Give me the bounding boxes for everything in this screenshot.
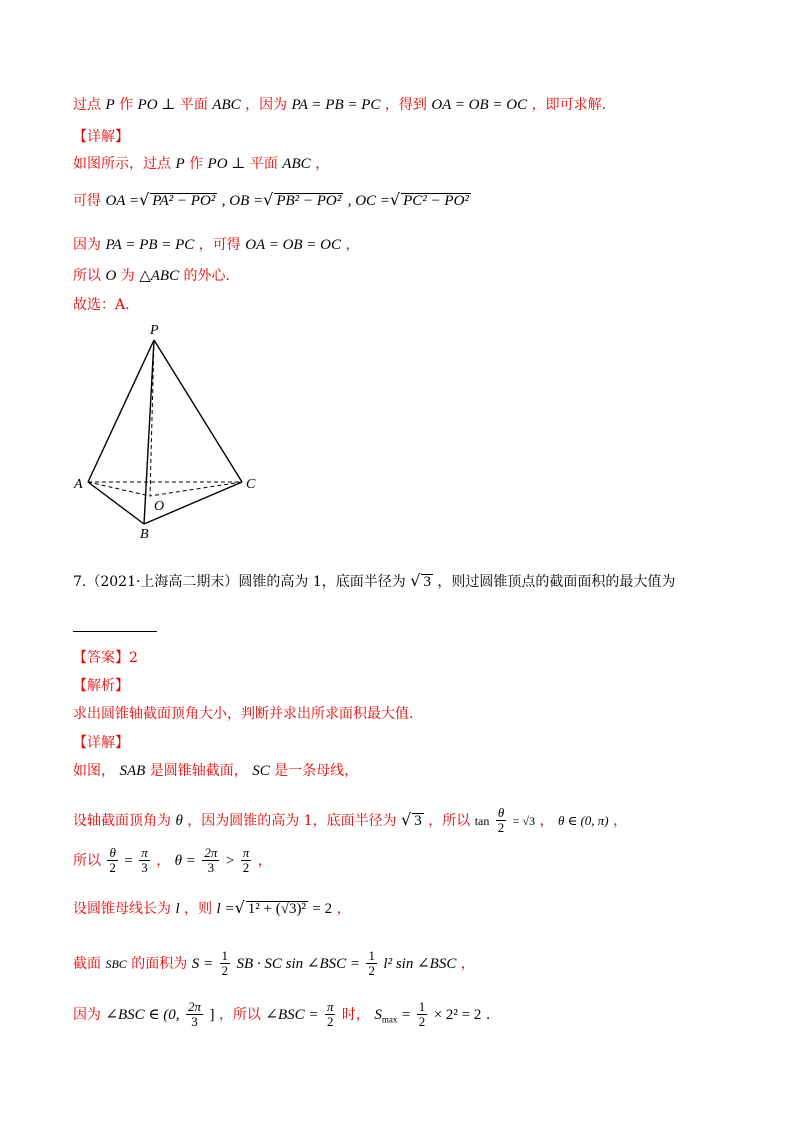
d4-a: 所以 — [73, 268, 101, 284]
e3-f1 — [107, 846, 117, 876]
e6-br: ] — [209, 1006, 215, 1023]
e5-h2 — [366, 949, 377, 979]
d2-oa-root: PA² − PO² — [152, 193, 216, 209]
d3-b: ，可得 — [198, 237, 241, 253]
q7-text2: ，则过圆锥顶点的截面面积的最大值为 — [437, 574, 676, 590]
detail-tag: 【详解】 — [73, 129, 129, 145]
label-p: P — [150, 323, 159, 338]
d4-tri: △ABC — [139, 268, 180, 284]
e6-f3 — [417, 1000, 428, 1030]
e3-f1d: 2 — [109, 860, 116, 876]
e2-d: ， — [539, 812, 554, 829]
e6-eq: = — [401, 1006, 411, 1023]
e3-gt: > — [225, 852, 235, 869]
edge-co-hidden — [150, 482, 242, 496]
sqrt-icon: √ — [410, 571, 421, 590]
e1-sab: SAB — [119, 763, 146, 779]
sqrt-icon: √ — [401, 809, 412, 829]
e5-a: 截面 — [73, 955, 101, 972]
eq-pa-pb-pc: PA = PB = PC — [291, 97, 381, 113]
d3-a: 因为 — [73, 237, 101, 253]
d1-po: PO ⊥ — [207, 156, 246, 172]
analysis-tag: 【解析】 — [73, 678, 129, 694]
e4-l: l — [175, 901, 180, 917]
e4-b: ，则 — [184, 901, 213, 917]
detail-line-2 — [73, 192, 471, 209]
answer-blank — [73, 631, 157, 632]
detail2-line-3 — [73, 846, 272, 876]
e3-a: 所以 — [73, 852, 101, 869]
e4-root: 1² + (√3)² — [247, 901, 306, 917]
d2-ob-root: PB² − PO² — [276, 193, 342, 209]
detail2-line-5 — [73, 949, 475, 979]
edge-pa — [88, 340, 154, 482]
e2-frac-den: 2 — [497, 820, 505, 836]
e2-a: 设轴截面顶角为 — [73, 812, 171, 829]
e5-h2d: 2 — [368, 963, 375, 979]
detail2-line-1 — [73, 764, 358, 779]
e3-comma: ， — [156, 852, 171, 869]
detail-line-5: 故选：A. — [73, 297, 130, 313]
e6-f3n: 1 — [418, 999, 426, 1014]
e3-f4 — [241, 846, 252, 876]
plane-abc: ABC — [212, 97, 241, 113]
d2-oc-root: PC² − PO² — [403, 193, 469, 209]
e1-b: 是圆锥轴截面， — [149, 763, 248, 779]
sqrt-icon: √ — [389, 190, 401, 209]
e3-f3n: 2π — [204, 845, 218, 860]
detail-line-1 — [73, 157, 329, 172]
detail-line-3 — [73, 238, 359, 253]
label-o: O — [154, 499, 165, 514]
e6-val: × 2² = 2 — [433, 1006, 482, 1023]
e4-c: ， — [336, 901, 351, 917]
d3-c: ， — [345, 237, 360, 253]
intro-text-2: 作 — [119, 97, 134, 113]
e3-f2 — [139, 846, 150, 876]
e5-b: 的面积为 — [131, 955, 188, 972]
e3-f1n: θ — [109, 845, 116, 860]
sqrt-icon: √ — [139, 190, 150, 209]
e6-s: S — [374, 1006, 382, 1023]
answer-value: 2 — [129, 650, 138, 666]
d2-ob: , OB = — [221, 193, 264, 209]
label-c: C — [246, 477, 256, 492]
e5-h2n: 1 — [368, 948, 375, 963]
intro-text-4: ，因为 — [245, 97, 288, 113]
d3-eq1: PA = PB = PC — [105, 237, 195, 253]
d4-o: O — [105, 268, 117, 284]
d1-b: 作 — [189, 156, 204, 172]
e4-a: 设圆锥母线长为 — [73, 901, 171, 917]
edge-pc — [154, 340, 242, 482]
intro-text-3: 平面 — [179, 97, 208, 113]
e3-f3d: 3 — [207, 860, 215, 876]
e2-tan: tan — [474, 813, 490, 828]
q7-sqrt3: 3 — [423, 574, 431, 590]
e6-f3d: 2 — [418, 1014, 426, 1030]
e6-f2n: π — [326, 999, 334, 1014]
e2-in: θ ∈ (0, π) — [557, 812, 609, 828]
d1-p: P — [175, 156, 185, 172]
intro-text-5: ，得到 — [384, 97, 427, 113]
d1-abc: ABC — [282, 156, 311, 172]
e2-e: ， — [613, 812, 628, 829]
e6-f1 — [186, 1000, 203, 1030]
detail-line-4 — [73, 269, 230, 284]
e5-sbc: SBC — [105, 956, 127, 971]
detail2-line-6 — [73, 1000, 490, 1030]
label-a: A — [74, 477, 83, 492]
edge-po-hidden — [150, 340, 154, 496]
e1-a: 如图， — [73, 763, 115, 779]
e3-f4n: π — [242, 845, 250, 860]
intro-text-6: ，即可求解. — [531, 97, 607, 113]
e1-sc: SC — [252, 763, 270, 779]
q7-text1: 7.（2021·上海高二期末）圆锥的高为 1，底面半径为 — [73, 574, 406, 590]
e6-ang: ∠BSC ∈ (0, — [105, 1006, 180, 1023]
d1-d: ， — [315, 156, 330, 172]
intro-line — [73, 98, 606, 113]
q7-line — [73, 573, 675, 590]
d3-eq2: OA = OB = OC — [245, 237, 342, 253]
e2-sqrt: 3 — [414, 812, 422, 829]
answer-line — [73, 651, 138, 665]
edge-pb — [144, 340, 154, 524]
e4-val: = 2 — [312, 901, 333, 917]
e5-c: ， — [460, 955, 475, 972]
d1-a: 如图所示，过点 — [73, 156, 171, 172]
label-b: B — [140, 527, 149, 542]
e2-c: ，所以 — [428, 812, 471, 829]
e3-f2d: 3 — [141, 860, 148, 876]
e6-f2d: 2 — [326, 1014, 334, 1030]
e5-h1d: 2 — [221, 963, 229, 979]
e4-eq: l = — [216, 901, 235, 917]
e5-h1 — [220, 949, 231, 979]
e6-c: 时， — [341, 1006, 370, 1023]
e3-end: ， — [257, 852, 272, 869]
e1-c: 是一条母线， — [274, 763, 359, 779]
e2-eq: = √3 — [512, 813, 536, 828]
tetrahedron-figure — [70, 318, 270, 543]
sqrt-icon: √ — [263, 190, 274, 209]
d4-b: 为 — [120, 268, 135, 284]
e6-a: 因为 — [73, 1006, 101, 1023]
d2-oc: , OC = — [347, 193, 390, 209]
e6-f2 — [325, 1000, 336, 1030]
e3-f3 — [202, 846, 219, 876]
answer-tag: 【答案】 — [73, 650, 129, 666]
e5-h1n: 1 — [221, 948, 229, 963]
d2-oa: OA = — [105, 193, 140, 209]
e2-frac-num: θ — [497, 805, 505, 820]
analysis-text: 求出圆锥轴截面顶角大小，判断并求出所求面积最大值. — [73, 706, 414, 722]
e3-f4d: 2 — [242, 860, 250, 876]
e2-theta: θ — [175, 812, 183, 829]
eq-oa-ob-oc: OA = OB = OC — [431, 97, 528, 113]
detail2-tag: 【详解】 — [73, 735, 129, 751]
e2-b: ，因为圆锥的高为 1，底面半径为 — [187, 812, 397, 829]
sqrt-icon: √ — [234, 898, 245, 917]
d1-c: 平面 — [249, 156, 278, 172]
e3-theta: θ = — [174, 852, 196, 869]
d4-c: 的外心. — [183, 268, 230, 284]
e6-fn: 2π — [188, 999, 202, 1014]
e6-fd: 3 — [191, 1014, 198, 1030]
e6-max: max — [381, 1014, 398, 1025]
d2-a: 可得 — [73, 193, 101, 209]
e5-s: S = — [191, 955, 214, 972]
e5-end: l² sin ∠BSC — [383, 955, 457, 972]
detail2-line-2 — [73, 806, 627, 836]
intro-text-1: 过点 — [73, 97, 101, 113]
e3-f2n: π — [141, 845, 148, 860]
e6-ang2: ∠BSC = — [265, 1006, 319, 1023]
e3-eq: = — [124, 852, 133, 869]
e6-b: ，所以 — [218, 1006, 261, 1023]
point-p: P — [105, 97, 115, 113]
po-perp: PO ⊥ — [137, 97, 176, 113]
e6-d: . — [485, 1006, 491, 1023]
detail2-line-4 — [73, 900, 351, 917]
e2-frac — [496, 806, 506, 836]
e5-mid: SB · SC sin ∠BSC = — [236, 955, 361, 972]
